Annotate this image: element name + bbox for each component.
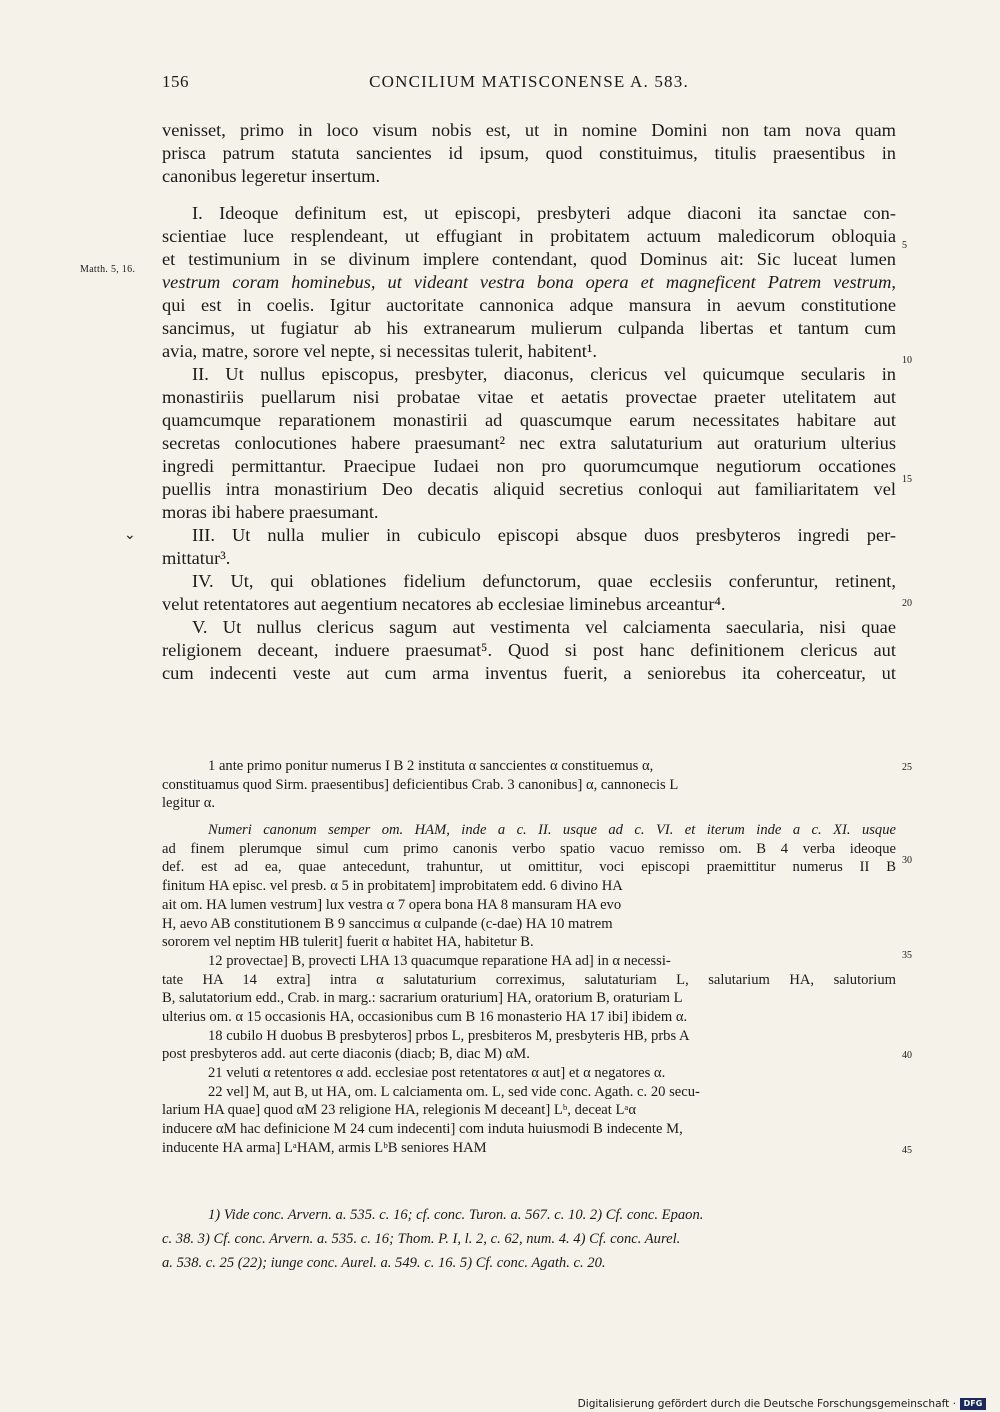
text-line: monastiriis puellarum nisi probatae vitae et aetatis provectae praeter utelitatem aut: [162, 387, 896, 407]
canon-4-heading: IV. Ut, qui oblationes fidelium defunctorum, quae ecclesiis conferuntur, retinent,: [192, 571, 896, 591]
footnotes: [162, 1203, 896, 1276]
text-line: velut retentatores aut aegentium necatores ab ecclesiae liminebus arceantur⁴.: [162, 594, 726, 614]
note-line: inducere αM hac definicione M 24 cum indecenti] com induta huiusmodi B indecente M,: [162, 1121, 683, 1138]
text-line: prisca patrum statuta sancientes id ipsum, quod constituimus, titulis praesentibus in: [162, 143, 896, 163]
text-line: moras ibi habere praesumant.: [162, 502, 379, 522]
text-line: puellis intra monastirium Deo decatis aliquid secretius conloqui aut familiaritatem vel: [162, 479, 896, 499]
note-line: H, aevo AB constitutionem B 9 sanccimus α culpande (c-dae) HA 10 matrem: [162, 915, 613, 932]
page-number: 156: [162, 72, 189, 91]
line-number: 45: [902, 1145, 912, 1156]
text-line: venisset, primo in loco visum nobis est, ut in nomine Domini non tam nova quam: [162, 120, 896, 140]
text-line: canonibus legeretur insertum.: [162, 166, 381, 186]
note-line: legitur α.: [162, 795, 216, 812]
line-number: 30: [902, 855, 912, 866]
margin-mark: ⌄: [124, 528, 136, 543]
note-line: tate HA 14 extra] intra α salutaturium correximus, salutaturiam L, salutarium HA, salutorium: [162, 971, 896, 988]
note-line: 22 vel] M, aut B, ut HA, om. L calciamenta om. L, sed vide conc. Agath. c. 20 secu-: [208, 1083, 700, 1100]
text-line: religionem deceant, induere praesumat⁵. Quod si post hanc definitionem clericus aut: [162, 640, 896, 660]
note-line: post presbyteros add. aut certe diaconis (diacb; B, diac M) αM.: [162, 1046, 530, 1063]
note-line: 12 provectae] B, provecti LHA 13 quacumque reparatione HA ad] in α necessi-: [208, 952, 671, 969]
note-line: Numeri canonum semper om. HAM, inde a c. II. usque ad c. VI. et iterum inde a c. XI. usque: [208, 822, 896, 839]
text-line: quamcumque reparationem monastirii ad quascumque earum necessitates habitare aut: [162, 410, 896, 430]
note-line: larium HA quae] quod αM 23 religione HA, relegionis M deceant] Lᵇ, deceat Lᵃα: [162, 1102, 637, 1119]
line-number: 10: [902, 355, 912, 366]
note-line: 18 cubilo H duobus B presbyteros] prbos L, presbiteros M, presbyteris HB, prbs A: [208, 1027, 690, 1044]
note-line: B, salutatorium edd., Crab. in marg.: sacrarium oraturium] HA, oratorium B, oraturiam L: [162, 990, 683, 1007]
note-line: ad finem plerumque simul cum primo canonis verbo spatio vacuo remisso om. B 4 verba ideoque: [162, 840, 896, 857]
footnote-line: a. 538. c. 25 (22); iunge conc. Aurel. a. 549. c. 16. 5) Cf. conc. Agath. c. 20.: [162, 1255, 606, 1272]
line-number: 25: [902, 762, 912, 773]
text-line: secretas conlocutiones habere praesumant² nec extra salutaturium aut oraturium ulterius: [162, 433, 896, 453]
note-line: ait om. HA lumen vestrum] lux vestra α 7 opera bona HA 8 mansuram HA evo: [162, 896, 622, 913]
note-line: def. est ad ea, quae antecedunt, trahuntur, ut omittitur, voci episcopi praemittitur numerus II B: [162, 859, 896, 876]
margin-reference: Matth. 5, 16.: [80, 264, 136, 275]
note-line: ulterius om. α 15 occasionis HA, occasionibus cum B 16 monasterio HA 17 ibi] ibidem α.: [162, 1008, 688, 1025]
text-line: cum indecenti veste aut cum arma inventus fuerit, a seniorebus ita coherceatur, ut: [162, 663, 896, 683]
note-line: sororem vel neptim HB tulerit] fuerit α habitet HA, habitetur B.: [162, 934, 534, 951]
line-number: 5: [902, 240, 907, 251]
line-number: 40: [902, 1050, 912, 1061]
text-line: ingredi permittantur. Praecipue Iudaei non pro quorumcumque negutiorum occationes: [162, 456, 896, 476]
text-line: scientiae luce resplendeant, ut effugiant in probitatem actuum maledicorum obloquia: [162, 226, 896, 246]
line-number: 35: [902, 950, 912, 961]
text-line: sancimus, ut fugiatur ab his extranearum mulierum culpanda libertas et tantum cum: [162, 318, 896, 338]
note-line: finitum HA episc. vel presb. α 5 in probitatem] improbitatem edd. 6 divino HA: [162, 878, 623, 895]
note-line: constituamus quod Sirm. praesentibus] deficientibus Crab. 3 canonibus] α, cannonecis L: [162, 776, 679, 793]
main-text: [162, 119, 896, 685]
page-header: [162, 72, 896, 98]
footnote-line: c. 38. 3) Cf. conc. Arvern. a. 535. c. 16; Thom. P. I, l. 2, c. 62, num. 4. 4) Cf. conc. Aurel.: [162, 1231, 681, 1248]
note-line: inducente HA arma] LᵃHAM, armis LᵇB seniores HAM: [162, 1139, 487, 1156]
text-line: avia, matre, sorore vel nepte, si necessitas tulerit, habitent¹.: [162, 341, 597, 361]
note-line: 1 ante primo ponitur numerus I B 2 instituta α sanccientes α constituemus α,: [208, 758, 654, 774]
credit-text: Digitalisierung gefördert durch die Deutsche Forschungsgemeinschaft ·: [577, 1398, 956, 1410]
footnote-line: 1) Vide conc. Arvern. a. 535. c. 16; cf. conc. Turon. a. 567. c. 10. 2) Cf. conc. Epaon.: [208, 1207, 704, 1223]
note-line: 21 veluti α retentores α add. ecclesiae post retentatores α aut] et α negatores α.: [208, 1065, 666, 1081]
canon-2-heading: II. Ut nullus episcopus, presbyter, diaconus, clericus vel quicumque secularis in: [192, 364, 896, 384]
dfg-logo: DFG: [960, 1398, 986, 1410]
text-line: et testimunium in se divinum implere contendant, quod Dominus ait: Sic luceat lumen: [162, 249, 896, 269]
running-title: CONCILIUM MATISCONENSE A. 583.: [369, 72, 689, 91]
canon-1-heading: I. Ideoque definitum est, ut episcopi, presbyteri adque diaconi ita sanctae con-: [192, 203, 896, 223]
line-number: 20: [902, 598, 912, 609]
critical-apparatus: [162, 757, 896, 1157]
canon-5-heading: V. Ut nullus clericus sagum aut vestimenta vel calciamenta saecularia, nisi quae: [192, 617, 896, 637]
text-line: vestrum coram hominebus, ut videant vestra bona opera et magneficent Patrem vestrum,: [162, 272, 896, 292]
text-line: mittatur³.: [162, 548, 231, 568]
canon-3-heading: III. Ut nulla mulier in cubiculo episcopi absque duos presbyteros ingredi per-: [192, 525, 896, 545]
text-line: qui est in coelis. Igitur auctoritate cannonica adque mansura in aevum constitutione: [162, 295, 896, 315]
digitization-credit: [578, 1397, 986, 1411]
line-number: 15: [902, 474, 912, 485]
